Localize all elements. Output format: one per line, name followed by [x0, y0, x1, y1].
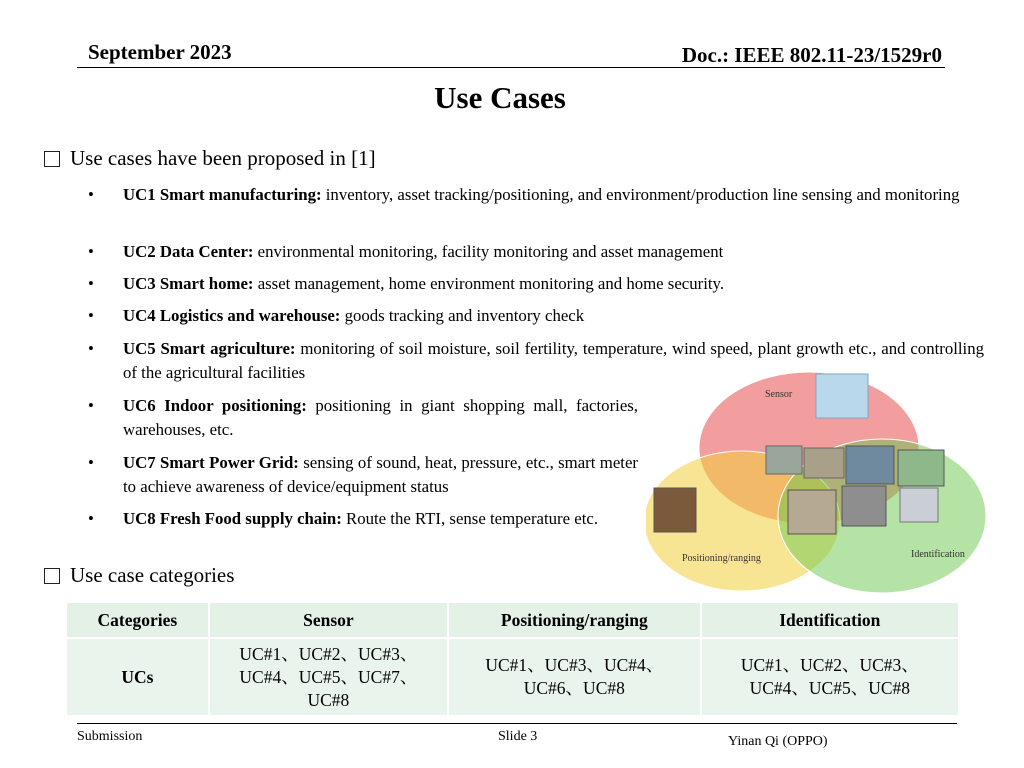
photo-workers — [804, 448, 844, 478]
item-label: UC5 Smart agriculture: — [123, 339, 296, 358]
list-item — [88, 183, 984, 207]
header-divider — [77, 67, 945, 68]
item-text: positioning in giant shopping mall, factories, warehouses, etc. — [123, 396, 638, 439]
cell-line: UC#8 — [307, 689, 350, 710]
use-case-venn-diagram — [646, 368, 988, 598]
section-categories-text: Use case categories — [70, 563, 235, 587]
header-positioning: Positioning/ranging — [448, 602, 701, 638]
cell-line: UC#4、UC#5、UC#7、 — [239, 666, 418, 687]
item-label: UC4 Logistics and warehouse: — [123, 306, 341, 325]
photo-server-room — [846, 446, 894, 484]
venn-label-positioning: Positioning/ranging — [682, 553, 761, 564]
list-item — [88, 451, 638, 499]
cell-line: UC#1、UC#3、UC#4、 — [485, 655, 664, 675]
header-sensor: Sensor — [209, 602, 448, 638]
footer-author: Yinan Qi (OPPO) — [728, 734, 828, 749]
cell-positioning-ucs — [448, 638, 701, 716]
item-text: monitoring of soil moisture, soil fertility, temperature, wind speed, plant growth etc., and controlling of the agricultural facilities — [123, 339, 984, 382]
photo-data-center — [816, 374, 868, 418]
photo-greenhouse — [898, 450, 944, 486]
cell-line: UC#6、UC#8 — [523, 678, 625, 698]
photo-machines — [842, 486, 886, 526]
use-case-categories-table — [65, 601, 960, 717]
row-label-ucs: UCs — [66, 638, 209, 716]
photo-factory — [766, 446, 802, 474]
item-text: sensing of sound, heat, pressure, etc., smart meter to achieve awareness of device/equipment status — [123, 453, 638, 496]
square-bullet-icon — [44, 568, 60, 584]
table-header-row — [66, 602, 959, 638]
footer-slide-number: Slide 3 — [498, 729, 538, 744]
list-item — [88, 507, 638, 531]
list-item — [88, 272, 984, 296]
photo-shopping-mall — [654, 488, 696, 532]
footer-divider — [77, 723, 957, 724]
venn-label-identification: Identification — [911, 549, 965, 560]
section-categories — [44, 563, 234, 588]
section-use-cases-text: Use cases have been proposed in [1] — [70, 146, 376, 170]
item-label: UC3 Smart home: — [123, 274, 254, 293]
bullet-icon: • — [88, 185, 94, 204]
cell-line: UC#1、UC#2、UC#3、 — [740, 655, 919, 675]
bullet-icon: • — [88, 509, 94, 528]
cell-identification-ucs — [701, 638, 959, 716]
list-item — [88, 394, 638, 442]
cell-sensor-ucs — [209, 638, 448, 716]
table-row — [66, 638, 959, 716]
item-text: inventory, asset tracking/positioning, and environment/production line sensing and monitoring — [321, 185, 960, 204]
header-categories: Categories — [66, 602, 209, 638]
bullet-icon: • — [88, 453, 94, 472]
square-bullet-icon — [44, 151, 60, 167]
cell-line: UC#4、UC#5、UC#8 — [749, 678, 911, 698]
bullet-icon: • — [88, 339, 94, 358]
header-doc-id: Doc.: IEEE 802.11-23/1529r0 — [681, 43, 942, 67]
item-label: UC2 Data Center: — [123, 242, 254, 261]
item-label: UC6 Indoor positioning: — [123, 396, 307, 415]
photo-warehouse — [788, 490, 836, 534]
item-label: UC8 Fresh Food supply chain: — [123, 509, 342, 528]
bullet-icon: • — [88, 306, 94, 325]
item-label: UC7 Smart Power Grid: — [123, 453, 299, 472]
item-text: asset management, home environment monitoring and home security. — [253, 274, 725, 293]
item-text: Route the RTI, sense temperature etc. — [341, 509, 599, 528]
list-item — [88, 304, 984, 328]
venn-label-sensor: Sensor — [765, 389, 793, 400]
header-identification: Identification — [701, 602, 959, 638]
bullet-icon: • — [88, 242, 94, 261]
item-text: environmental monitoring, facility monitoring and asset management — [253, 242, 724, 261]
footer-submission: Submission — [77, 729, 143, 744]
slide-title: Use Cases — [434, 80, 566, 115]
header-date: September 2023 — [88, 40, 232, 64]
cell-line: UC#1、UC#2、UC#3、 — [239, 643, 418, 664]
bullet-icon: • — [88, 396, 94, 415]
bullet-icon: • — [88, 274, 94, 293]
section-use-cases — [44, 146, 376, 171]
photo-shelves — [900, 488, 938, 522]
list-item — [88, 240, 984, 264]
item-text: goods tracking and inventory check — [340, 306, 585, 325]
item-label: UC1 Smart manufacturing: — [123, 185, 322, 204]
